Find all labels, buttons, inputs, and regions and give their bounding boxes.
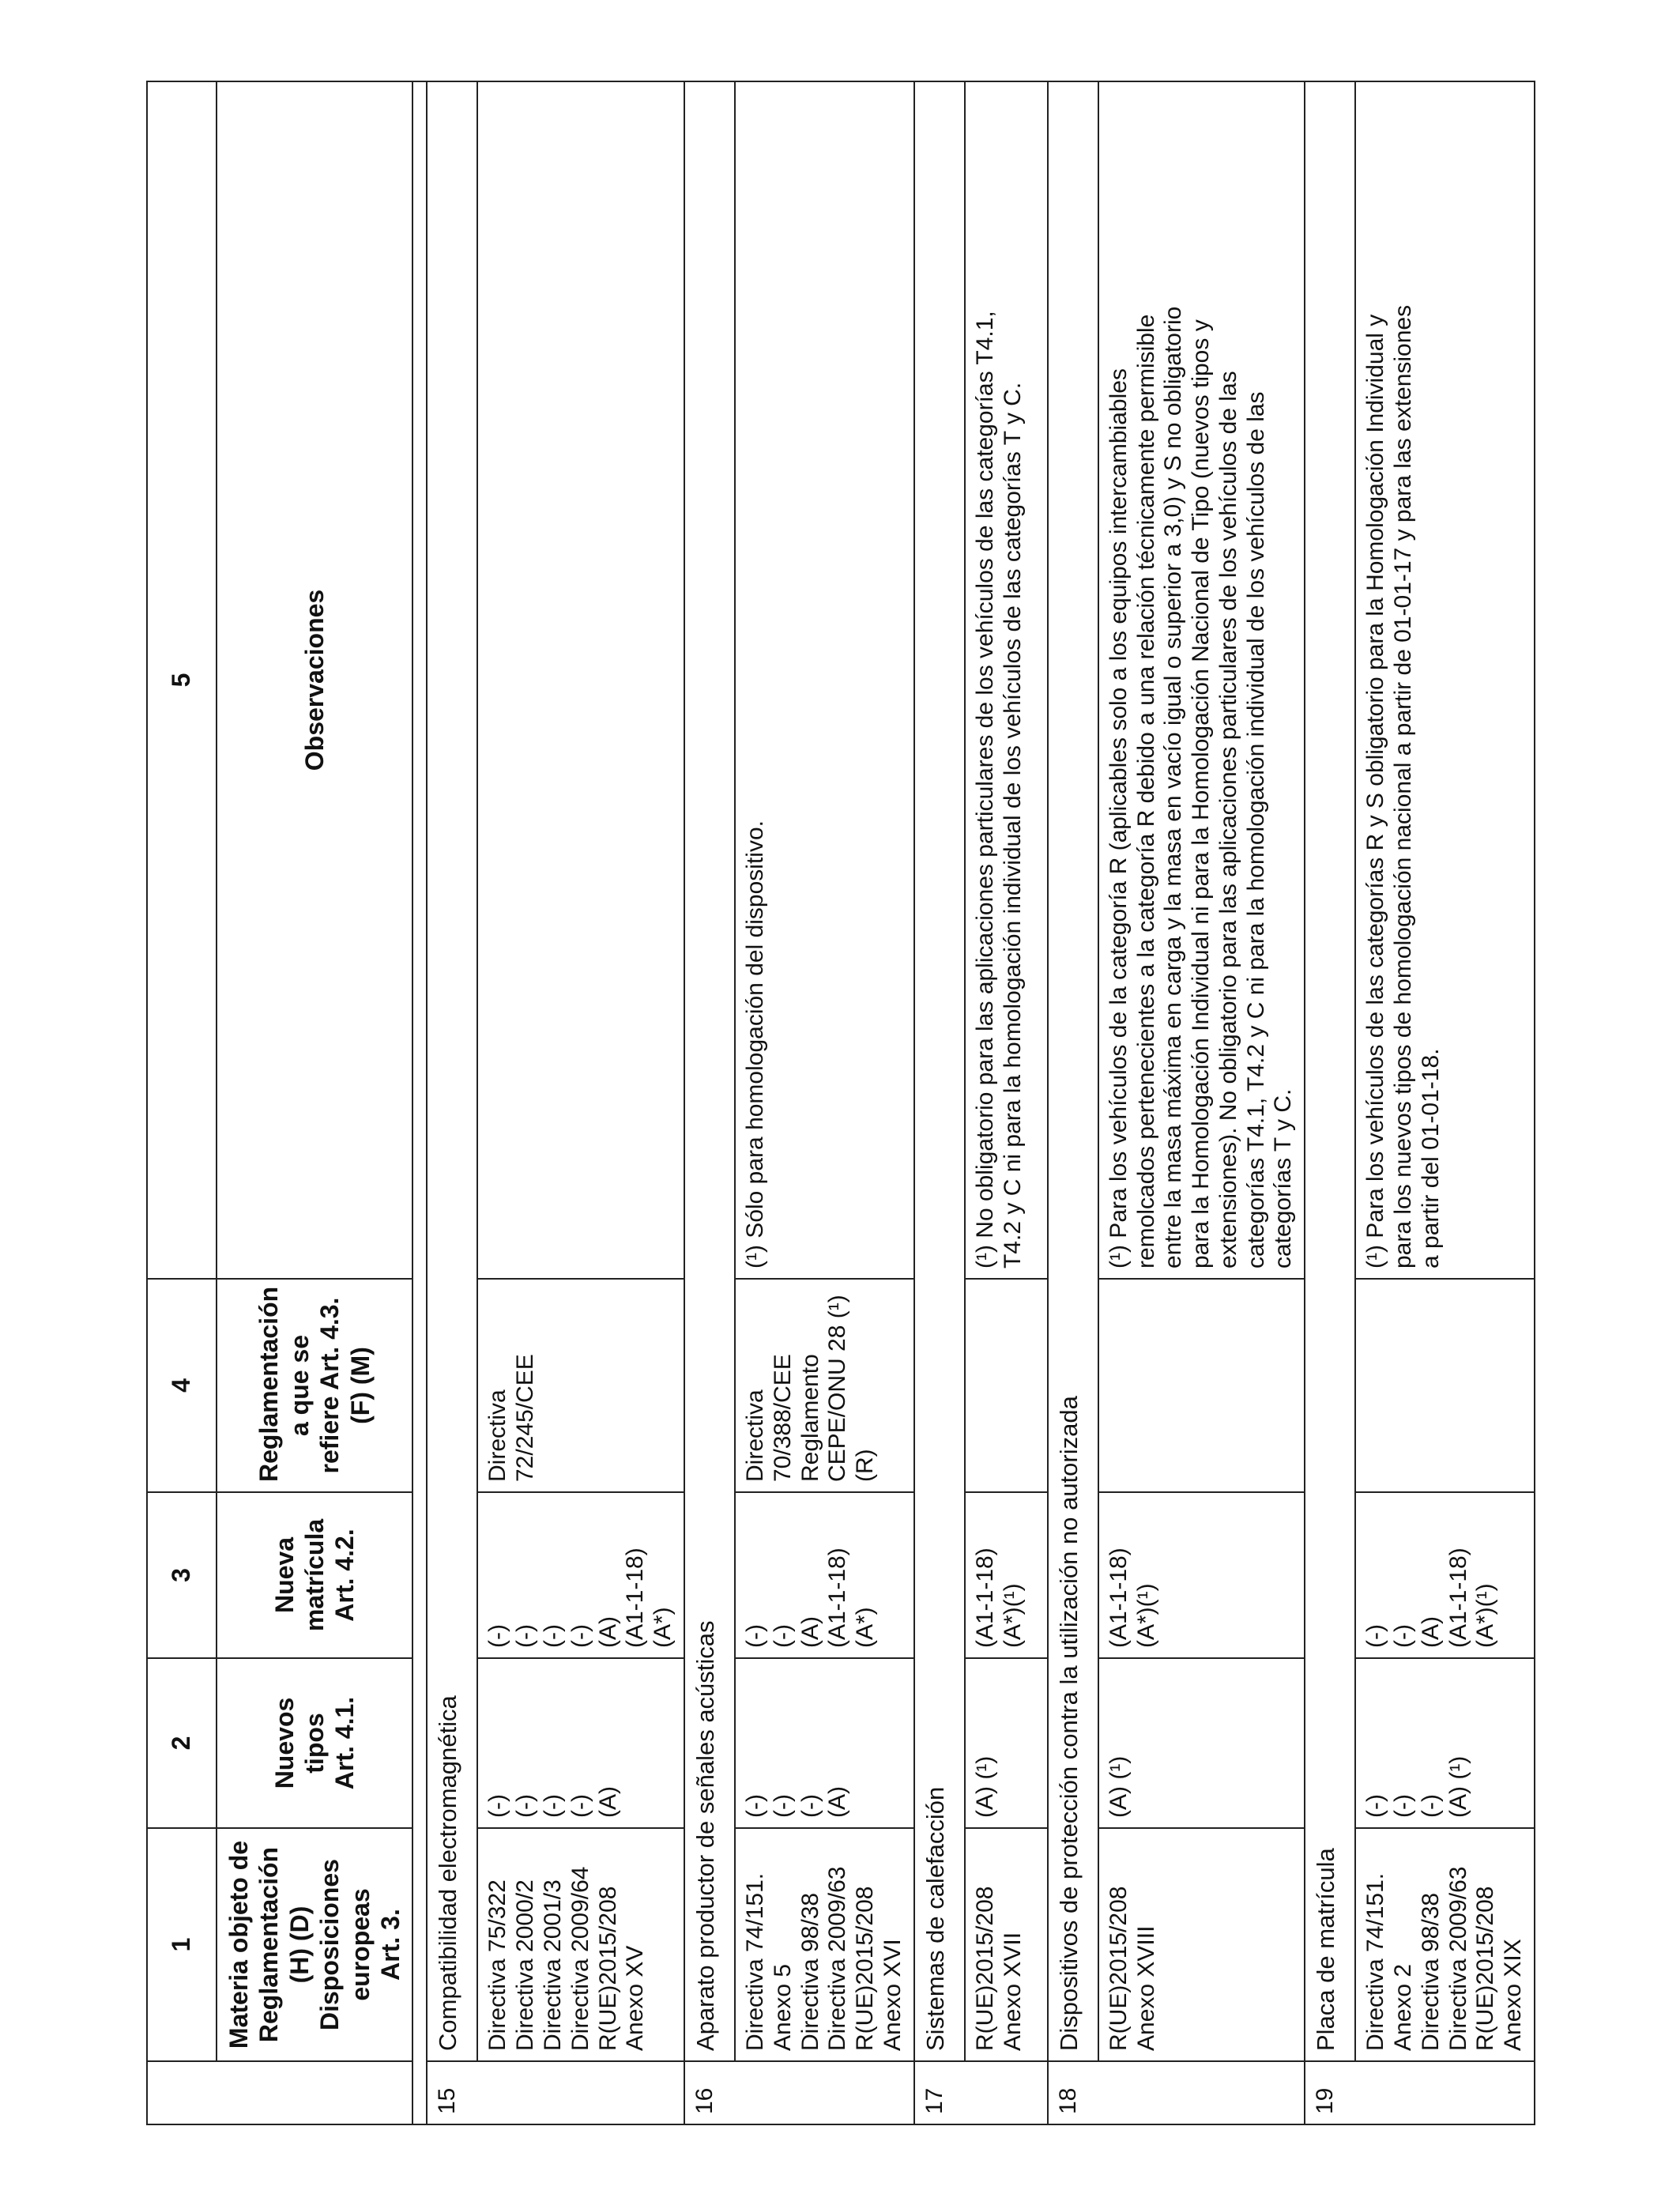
cell-line: Directiva 98/38 (1417, 1892, 1444, 2051)
cell-line: para los nuevos tipos de homologación nacional a partir de 01-01-17 y para las extensiones (1390, 304, 1417, 1269)
col-title-line: Disposiciones europeas (315, 1859, 375, 2030)
cell-col5 (1098, 81, 1305, 1279)
section-row (914, 81, 965, 2124)
section-title: Placa de matrícula (1305, 81, 1355, 2061)
cell-col1 (965, 1828, 1048, 2061)
cell-line: extensiones). No obligatorio para las aplicaciones particulares de los vehículos de las (1215, 371, 1241, 1269)
cell-col4 (1098, 1279, 1305, 1492)
cell-line: remolcados pertenecientes a la categoría R debido a una relación técnicamente permisible (1132, 314, 1159, 1269)
cell-line: Directiva 98/38 (797, 1892, 823, 2051)
table-row (1098, 81, 1305, 2124)
cell-line: (A) (594, 1786, 621, 1818)
section-row (1305, 81, 1355, 2124)
cell-line: Directiva 2009/63 (1445, 1866, 1471, 2051)
col-title-line: Nueva matrícula (269, 1518, 329, 1632)
cell-line: (-) (484, 1624, 511, 1648)
cell-col5 (1355, 81, 1535, 1279)
cell-col2 (1355, 1658, 1535, 1828)
cell-line: Directiva 75/322 (484, 1879, 511, 2051)
col-title-line: Art. 3. (375, 1909, 405, 1981)
col-title-1 (217, 1828, 412, 2061)
spacer-row (412, 81, 427, 2124)
col-title-line: Reglamentación (H) (D) (254, 1846, 314, 2043)
col-title-line: Reglamentación a que se (254, 1286, 314, 1482)
cell-line: categorías T4.1, T4.2 y C ni para la homologación individual de los vehículos de las (1242, 391, 1269, 1269)
cell-line: R(UE)2015/208 Anexo XVI (852, 1886, 906, 2051)
cell-line: (A1-1-18) (A*) (622, 1547, 676, 1648)
cell-col3 (1098, 1492, 1305, 1658)
cell-line: (-) (512, 1624, 539, 1648)
rotated-table-container (146, 82, 1527, 2125)
cell-line: Directiva 2000/2 (512, 1879, 539, 2051)
cell-col2 (477, 1658, 684, 1828)
cell-col2 (735, 1658, 914, 1828)
col-title-line: Materia objeto de (224, 1840, 253, 2049)
cell-col5 (477, 81, 684, 1279)
row-number: 18 (1048, 2061, 1305, 2124)
cell-col3 (477, 1492, 684, 1658)
cell-line: (-) (539, 1624, 566, 1648)
cell-col1 (477, 1828, 684, 2061)
cell-line: (A) (¹) (1445, 1755, 1471, 1818)
header-blank-cell (147, 2061, 412, 2124)
cell-line: Directiva 2009/63 (824, 1866, 851, 2051)
cell-col3 (1355, 1492, 1535, 1658)
cell-col2 (965, 1658, 1048, 1828)
table-row (1355, 81, 1535, 2124)
section-title: Compatibilidad electromagnética (427, 81, 477, 2061)
cell-line: (-) (741, 1624, 768, 1648)
section-row (684, 81, 735, 2124)
column-title-row (217, 81, 412, 2124)
cell-col2 (1098, 1658, 1305, 1828)
cell-line: (-) (797, 1794, 823, 1818)
cell-col1 (1355, 1828, 1535, 2061)
cell-line: (A) (1417, 1616, 1444, 1648)
col-title-2 (217, 1658, 412, 1828)
row-number: 16 (684, 2061, 914, 2124)
col-title-line: Art. 4.2. (330, 1529, 360, 1622)
row-number: 15 (427, 2061, 684, 2124)
cell-line: (A) (824, 1786, 851, 1818)
section-row (1048, 81, 1098, 2124)
col-number-2: 2 (147, 1658, 217, 1828)
cell-line: (-) (741, 1794, 768, 1818)
cell-line: (-) (1390, 1794, 1417, 1818)
col-number-1: 1 (147, 1828, 217, 2061)
col-title-line: Art. 4.1. (330, 1696, 360, 1790)
cell-col4 (965, 1279, 1048, 1492)
cell-line: (A) (797, 1616, 823, 1648)
section-row (427, 81, 477, 2124)
cell-col1 (735, 1828, 914, 2061)
cell-line: (R) (852, 1449, 879, 1482)
cell-line: (-) (539, 1794, 566, 1818)
row-number: 17 (914, 2061, 1048, 2124)
section-title: Sistemas de calefacción (914, 81, 965, 2061)
regulation-table (146, 81, 1535, 2125)
cell-line: (-) (567, 1794, 593, 1818)
section-title: Dispositivos de protección contra la utilización no autorizada (1048, 81, 1098, 2061)
cell-line: Directiva 70/388/CEE (741, 1354, 796, 1482)
col-title-line: Observaciones (299, 589, 329, 771)
cell-line: Directiva 2009/64 (567, 1866, 593, 2051)
cell-line: (-) (1417, 1794, 1444, 1818)
cell-line: (A1-1-18) (A*)(¹) (971, 1547, 1026, 1648)
cell-line: (-) (484, 1794, 511, 1818)
col-number-3: 3 (147, 1492, 217, 1658)
cell-line: entre la masa máxima en carga y la masa en vacío igual o superior a 3,0) y S no obligatorio (1160, 306, 1187, 1269)
cell-line: R(UE)2015/208 Anexo XVII (971, 1886, 1026, 2051)
cell-line: R(UE)2015/208 Anexo XVIII (1105, 1886, 1159, 2051)
cell-line: (-) (769, 1794, 796, 1818)
cell-line: R(UE)2015/208 Anexo XV (594, 1886, 649, 2051)
cell-line: categorías T y C. (1270, 1088, 1297, 1269)
cell-col4 (1355, 1279, 1535, 1492)
cell-col3 (965, 1492, 1048, 1658)
col-number-5: 5 (147, 81, 217, 1279)
cell-line: (-) (512, 1794, 539, 1818)
col-number-4: 4 (147, 1279, 217, 1492)
col-title-line: Nuevos tipos (269, 1697, 329, 1789)
column-number-row (147, 81, 217, 2124)
section-title: Aparato productor de señales acústicas (684, 81, 735, 2061)
cell-line: (-) (1362, 1794, 1389, 1818)
cell-line: (-) (1362, 1624, 1389, 1648)
cell-col5 (735, 81, 914, 1279)
cell-line: Directiva 74/151. Anexo 5 (741, 1872, 796, 2051)
cell-line: Directiva 74/151. Anexo 2 (1362, 1872, 1417, 2051)
table-body (147, 81, 1535, 2124)
cell-line: (¹) Para los vehículos de la categoría R (aplicables solo a los equipos intercambiables (1105, 368, 1132, 1269)
col-title-4 (217, 1279, 412, 1492)
cell-col4 (477, 1279, 684, 1492)
cell-line: (A1-1-18) (A*) (824, 1547, 879, 1648)
cell-line: a partir del 01-01-18. (1417, 1048, 1444, 1269)
col-title-3 (217, 1492, 412, 1658)
cell-col1 (1098, 1828, 1305, 2061)
row-number: 19 (1305, 2061, 1535, 2124)
cell-col4 (735, 1279, 914, 1492)
cell-line: (A1-1-18) (A*)(¹) (1445, 1547, 1499, 1648)
cell-line: Directiva 72/245/CEE (484, 1354, 539, 1482)
table-row (477, 81, 684, 2124)
cell-line: (-) (1390, 1624, 1417, 1648)
cell-line: (¹) Para los vehículos de las categorías R y S obligatorio para la Homologación Individual y (1362, 314, 1389, 1269)
col-title-5 (217, 81, 412, 1279)
cell-line: (-) (769, 1624, 796, 1648)
cell-line: (¹) Sólo para homologación del dispositivo. (741, 820, 768, 1269)
cell-line: T4.2 y C ni para la homologación individual de los vehículos de las categorías T y C. (999, 382, 1026, 1269)
cell-line: Reglamento CEPE/ONU 28 (¹) (797, 1295, 851, 1482)
cell-line: para la Homologación Individual ni para la Homologación Nacional de Tipo (nuevos tipos y (1188, 319, 1215, 1269)
table-row (965, 81, 1048, 2124)
cell-line: (¹) No obligatorio para las aplicaciones particulares de los vehículos de las categorías T4.1, (971, 311, 998, 1269)
col-title-line: refiere Art. 4.3. (F) (M) (315, 1297, 375, 1474)
cell-line: R(UE)2015/208 Anexo XIX (1472, 1886, 1527, 2051)
cell-line: Directiva 2001/3 (539, 1879, 566, 2051)
cell-col5 (965, 81, 1048, 1279)
spacer-cell (412, 81, 427, 2124)
cell-line: (A1-1-18) (A*)(¹) (1105, 1547, 1159, 1648)
cell-col3 (735, 1492, 914, 1658)
table-row (735, 81, 914, 2124)
cell-line: (A) (594, 1616, 621, 1648)
cell-line: (A) (¹) (1105, 1755, 1132, 1818)
cell-line: (-) (567, 1624, 593, 1648)
cell-line: (A) (¹) (971, 1755, 998, 1818)
